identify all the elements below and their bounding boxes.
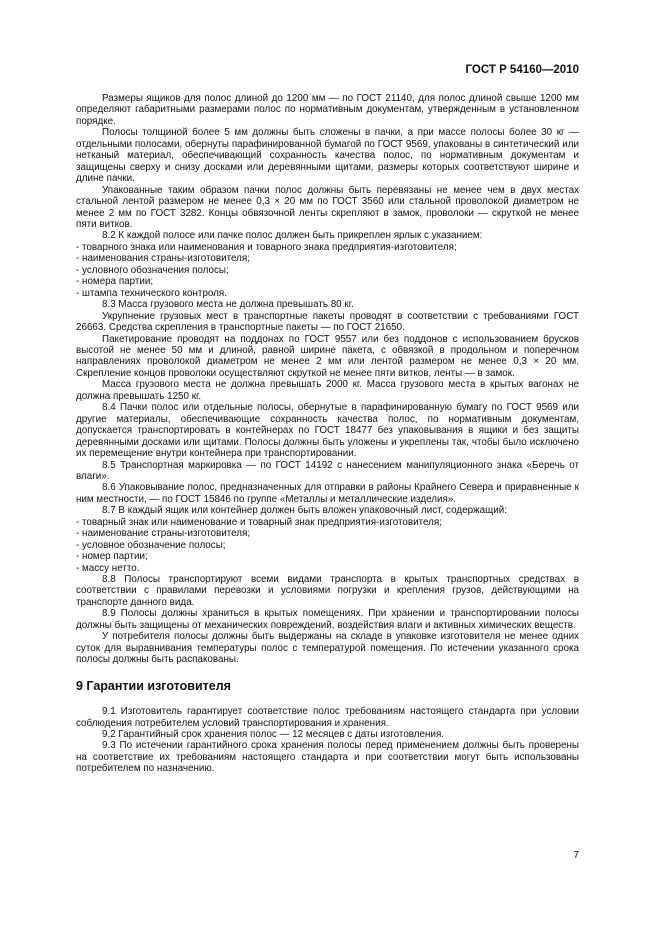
document-header: ГОСТ Р 54160—2010: [465, 64, 579, 76]
page-number: 7: [573, 850, 579, 861]
list-item: - условного обозначения полосы;: [76, 264, 229, 276]
paragraph: 8.2 К каждой полосе или пачке полос должен быть прикреплен ярлык с указанием:: [102, 230, 483, 242]
paragraph: Полосы толщиной более 5 мм должны быть сложены в пачки, а при массе полосы более 30 кг — отдельными полосами, обернуты парафинированной бумагой по ГОСТ 9569, упакованы в синтетический или нетканый материал, обеспечивающий сохранность качества полос, по нормативным документам и защищены сверху и снизу досками или деревянными щитами, размеры которых соответствуют ширине и длине пачки.: [76, 127, 579, 185]
paragraph: 9.1 Изготовитель гарантирует соответствие полос требованиям настоящего стандарта при условии соблюдения потребителем условий транспортирования и хранения.: [76, 706, 579, 729]
list-item: - товарного знака или наименования и товарного знака предприятия-изготовителя;: [76, 241, 457, 253]
list-item: - наименование страны-изготовителя;: [76, 528, 251, 540]
paragraph: 8.6 Упаковывание полос, предназначенных для отправки в районы Крайнего Севера и приравненные к ним местности, — по ГОСТ 15846 по группе «Металлы и металлические изделия».: [76, 482, 579, 505]
paragraph: 9.3 По истечении гарантийного срока хранения полосы перед применением должны быть проверены на соответствие их требованиям настоящего стандарта и при соответствии могут быть использованы потребителем по назначению.: [76, 740, 579, 775]
list-item: - номера партии;: [76, 276, 154, 288]
paragraph: Упакованные таким образом пачки полос должны быть перевязаны не менее чем в двух местах стальной лентой размером не менее 0,3 × 20 мм по ГОСТ 3560 или стальной проволокой диаметром не менее 2 мм по ГОСТ 3282. Концы обвязочной ленты скрепляют в замок, проволоки — скруткой не менее пяти витков.: [76, 184, 579, 230]
paragraph: 8.3 Масса грузового места не должна превышать 80 кг.: [102, 299, 354, 311]
paragraph: 8.5 Транспортная маркировка — по ГОСТ 14192 с нанесением манипуляционного знака «Беречь от влаги».: [76, 459, 579, 482]
paragraph: Масса грузового места не должна превышать 2000 кг. Масса грузового места в крытых вагонах не должна превышать 1250 кг.: [76, 379, 579, 402]
list-item: - штампа технического контроля.: [76, 287, 227, 299]
list-item: - массу нетто.: [76, 562, 140, 574]
paragraph: 8.9 Полосы должны храниться в крытых помещениях. При хранении и транспортировании полосы должны быть защищены от механических повреждений, воздействия влаги и активных химических веществ.: [76, 608, 579, 631]
paragraph: 9.2 Гарантийный срок хранения полос — 12 месяцев с даты изготовления.: [102, 729, 445, 741]
list-item: - номер партии;: [76, 551, 148, 563]
section-9-body: [76, 706, 579, 775]
section-9-title: 9 Гарантии изготовителя: [76, 678, 231, 693]
section-8-body: [76, 93, 579, 666]
paragraph: Размеры ящиков для полос длиной до 1200 мм — по ГОСТ 21140, для полос длиной свыше 1200 мм определяют габаритными размерами полос по нормативным документам, утвержденным в установленном порядке.: [76, 93, 579, 127]
paragraph: Укрупнение грузовых мест в транспортные пакеты проводят в соответствии с требованиями ГОСТ 26663. Средства скрепления в транспортные пакеты — по ГОСТ 21650.: [76, 310, 579, 334]
list-item: - условное обозначение полосы;: [76, 539, 226, 551]
paragraph: У потребителя полосы должны быть выдержаны на складе в упаковке изготовителя не менее одних суток для выравнивания температуры полос с температурой помещения. По истечении указанного срока полосы должны быть распакованы.: [76, 631, 579, 666]
paragraph: Пакетирование проводят на поддонах по ГОСТ 9557 или без поддонов с использованием брусков высотой не менее 50 мм и длиной, равной ширине пакета, с обвязкой в продольном и поперечном направлениях проволокой диаметром не менее 2 мм или лентой размером не менее 0,3 × 20 мм. Скрепление концов проволоки осуществляют скруткой не менее пяти витков, ленты — в замок.: [76, 333, 579, 379]
paragraph: 8.4 Пачки полос или отдельные полосы, обернутые в парафинированную бумагу по ГОСТ 9569 или другие материалы, обеспечивающие сохранность качества полос, по нормативным документам, допускается транспортировать в контейнерах по ГОСТ 18477 без упаковывания в ящики и без защиты деревянными досками или щитами. Полосы должны быть уложены и укреплены так, чтобы было исключено их перемещение внутри контейнера при транспортировании.: [76, 402, 579, 460]
paragraph: 8.7 В каждый ящик или контейнер должен быть вложен упаковочный лист, содержащий:: [102, 505, 507, 517]
list-item: - товарный знак или наименование и товарный знак предприятия-изготовителя;: [76, 516, 442, 528]
paragraph: 8.8 Полосы транспортируют всеми видами транспорта в крытых транспортных средствах в соответствии с правилами перевозки и условиями погрузки и крепления грузов, действующими на транспорте данного вида.: [76, 574, 579, 608]
list-item: - наименования страны-изготовителя;: [76, 253, 250, 265]
page-content: [76, 93, 579, 775]
